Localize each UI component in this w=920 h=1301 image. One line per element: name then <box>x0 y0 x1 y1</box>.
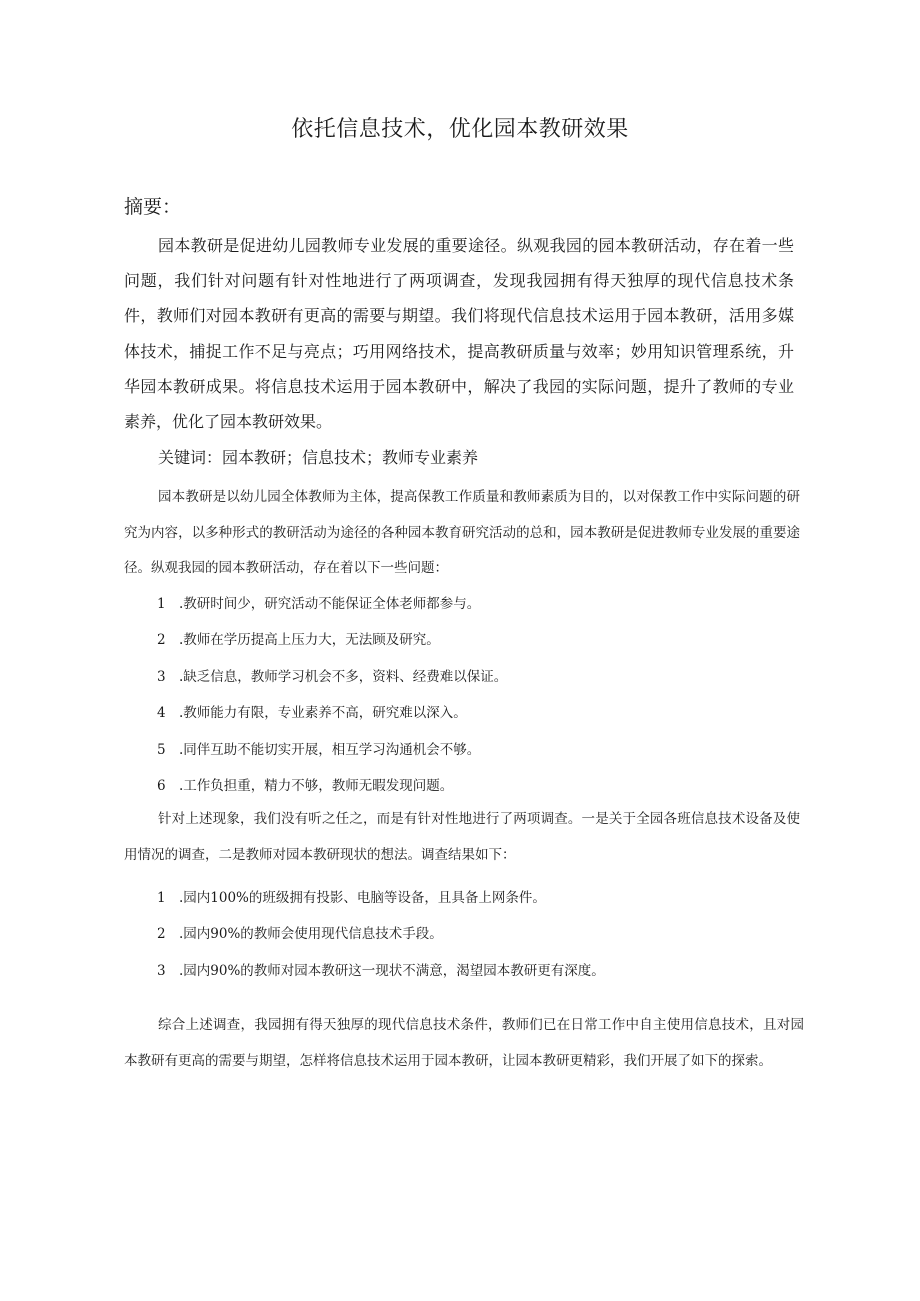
list-item-text: .缺乏信息，教师学习机会不多，资料、经费难以保证。 <box>179 668 508 685</box>
survey-intro-paragraph: 针对上述现象，我们没有听之任之，而是有针对性地进行了两项调查。一是关于全园各班信息技术设备及使用情况的调查，二是教师对园本教研现状的想法。调查结果如下： <box>124 811 800 863</box>
list-item-text: .同伴互助不能切实开展，相互学习沟通机会不够。 <box>179 741 481 758</box>
list-item <box>157 695 507 731</box>
list-item-text: .工作负担重，精力不够，教师无暇发现问题。 <box>179 777 454 794</box>
survey-results-list <box>157 880 605 989</box>
list-item-number: 1 <box>157 596 166 612</box>
list-item <box>157 768 507 804</box>
problem-list <box>157 586 507 804</box>
list-item <box>157 880 605 916</box>
list-item-number: 6 <box>157 777 166 794</box>
list-item-text: .园内100%的班级拥有投影、电脑等设备，且具备上网条件。 <box>179 890 546 906</box>
intro-paragraph: 园本教研是以幼儿园全体教师为主体，提高保教工作质量和教师素质为目的，以对保教工作中实际问题的研究为内容，以多种形式的教研活动为途径的各种园本教育研究活动的总和，园本教研是促进教师专业发展的重要途径。纵观我园的园本教研活动，存在着以下一些问题： <box>124 489 800 576</box>
list-item-number: 5 <box>157 741 166 758</box>
list-item-number: 4 <box>157 705 166 722</box>
list-item <box>157 916 605 952</box>
list-item-number: 3 <box>157 668 166 685</box>
abstract-heading: 摘要： <box>124 196 182 218</box>
list-item-text: .园内90%的教师会使用现代信息技术手段。 <box>179 926 443 943</box>
list-item <box>157 659 507 695</box>
conclusion-paragraph: 综合上述调查，我园拥有得天独厚的现代信息技术条件，教师们已在日常工作中自主使用信息技术，且对园本教研有更高的需要与期望，怎样将信息技术运用于园本教研，让园本教研更精彩，我们开展了如下的探索。 <box>124 1017 804 1069</box>
list-item <box>157 586 507 622</box>
list-item-number: 2 <box>157 926 166 943</box>
list-item <box>157 732 507 768</box>
list-item <box>157 953 605 989</box>
abstract-body: 园本教研是促进幼儿园教师专业发展的重要途径。纵观我园的园本教研活动，存在着一些问题，我们针对问题有针对性地进行了两项调查，发现我园拥有得天独厚的现代信息技术条件，教师们对园本教研有更高的需要与期望。我们将现代信息技术运用于园本教研，活用多媒体技术，捕捉工作不足与亮点；巧用网络技术，提高教研质量与效率；妙用知识管理系统，升华园本教研成果。将信息技术运用于园本教研中，解决了我园的实际问题，提升了教师的专业素养，优化了园本教研效果。 <box>124 236 794 432</box>
list-item-text: .教研时间少，研究活动不能保证全体老师都参与。 <box>179 596 481 612</box>
list-item-number: 3 <box>157 962 166 979</box>
list-item-text: .教师能力有限，专业素养不高，研究难以深入。 <box>179 705 467 722</box>
list-item-number: 2 <box>157 632 166 649</box>
list-item <box>157 622 507 658</box>
keywords-line: 关键词：园本教研；信息技术；教师专业素养 <box>158 448 479 467</box>
list-item-number: 1 <box>157 890 166 906</box>
document-title: 依托信息技术，优化园本教研效果 <box>291 117 629 142</box>
list-item-text: .园内90%的教师对园本教研这一现状不满意，渴望园本教研更有深度。 <box>179 962 605 979</box>
list-item-text: .教师在学历提高上压力大，无法顾及研究。 <box>179 632 440 649</box>
